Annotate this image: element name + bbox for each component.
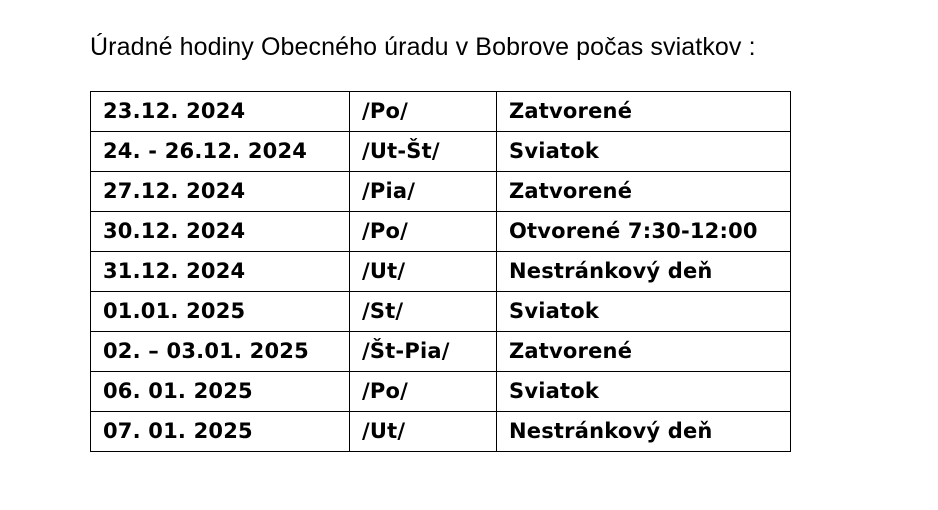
date-cell: 23.12. 2024 — [91, 92, 350, 132]
date-cell: 02. – 03.01. 2025 — [91, 332, 350, 372]
status-cell: Sviatok — [497, 132, 791, 172]
table-row — [91, 212, 791, 252]
status-cell: Otvorené 7:30-12:00 — [497, 212, 791, 252]
holiday-hours-table — [90, 91, 791, 452]
weekday-cell: /Po/ — [350, 372, 497, 412]
status-cell: Zatvorené — [497, 92, 791, 132]
date-cell: 24. - 26.12. 2024 — [91, 132, 350, 172]
weekday-cell: /Ut/ — [350, 252, 497, 292]
table-row — [91, 172, 791, 212]
weekday-cell: /Po/ — [350, 92, 497, 132]
date-cell: 06. 01. 2025 — [91, 372, 350, 412]
table-row — [91, 92, 791, 132]
status-cell: Sviatok — [497, 292, 791, 332]
status-cell: Nestránkový deň — [497, 252, 791, 292]
date-cell: 30.12. 2024 — [91, 212, 350, 252]
status-cell: Sviatok — [497, 372, 791, 412]
weekday-cell: /Pia/ — [350, 172, 497, 212]
table-row — [91, 252, 791, 292]
table-row — [91, 132, 791, 172]
holiday-hours-table-body — [91, 92, 791, 452]
table-row — [91, 372, 791, 412]
table-row — [91, 332, 791, 372]
weekday-cell: /Po/ — [350, 212, 497, 252]
date-cell: 01.01. 2025 — [91, 292, 350, 332]
date-cell: 27.12. 2024 — [91, 172, 350, 212]
date-cell: 07. 01. 2025 — [91, 412, 350, 452]
status-cell: Zatvorené — [497, 172, 791, 212]
document-title: Úradné hodiny Obecného úradu v Bobrove počas sviatkov : — [90, 33, 756, 61]
status-cell: Nestránkový deň — [497, 412, 791, 452]
weekday-cell: /Št-Pia/ — [350, 332, 497, 372]
weekday-cell: /St/ — [350, 292, 497, 332]
date-cell: 31.12. 2024 — [91, 252, 350, 292]
status-cell: Zatvorené — [497, 332, 791, 372]
weekday-cell: /Ut/ — [350, 412, 497, 452]
table-row — [91, 412, 791, 452]
table-row — [91, 292, 791, 332]
weekday-cell: /Ut-Št/ — [350, 132, 497, 172]
